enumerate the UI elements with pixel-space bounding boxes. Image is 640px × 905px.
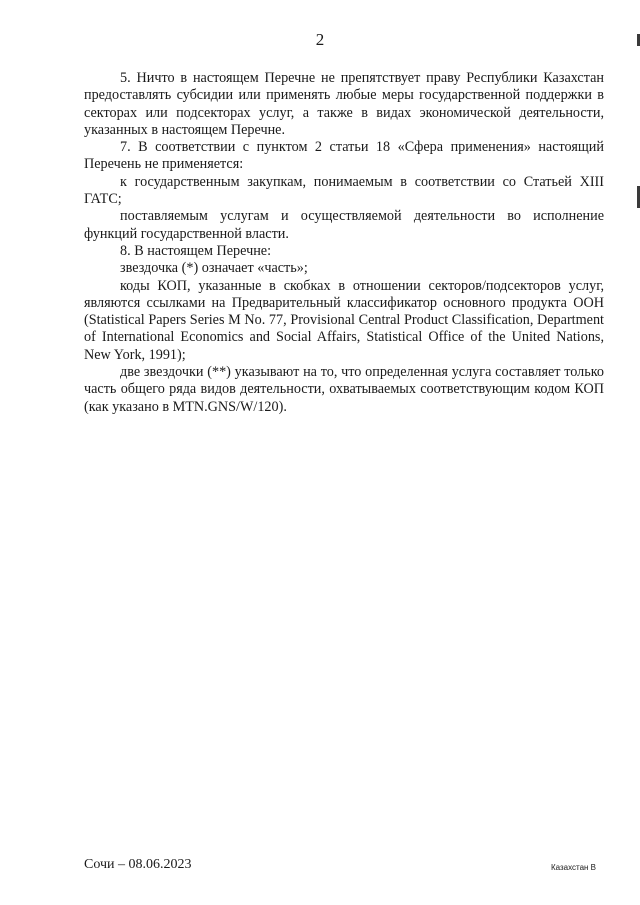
paragraph-7-item-government-authority: поставляемым услугам и осуществляемой деятельности во исполнение функций государственной власти. <box>84 208 604 242</box>
footer-date: Сочи – 08.06.2023 <box>84 857 192 872</box>
paragraph-8-cpc-codes: коды КОП, указанные в скобках в отношении секторов/подсекторов услуг, являются ссылками на Предварительный классификатор основного продукта ООН (Statistical Papers Series M No. 77, Provisional Central Product Classification, Department of International Economics and Social Affairs, Statistical Office of the United Nations, New York, 1991); <box>84 277 604 363</box>
footer-doc-id: Казахстан В <box>550 863 596 872</box>
page-number: 2 <box>315 30 325 49</box>
paragraph-5-subsidies: 5. Ничто в настоящем Перечне не препятствует праву Республики Казахстан предоставлять субсидии или применять любые меры государственной поддержки в секторах или подсекторах услуг, а также в видах экономической деятельности, указанных в настоящем Перечне. <box>84 70 604 138</box>
paragraph-8-asterisk: звездочка (*) означает «часть»; <box>120 260 308 277</box>
paragraph-7-item-procurement: к государственным закупкам, понимаемым в соответствии со Статьей XIII ГАТС; <box>84 173 604 208</box>
paragraph-8-double-asterisk: две звездочки (**) указывают на то, что определенная услуга составляет только часть общего ряда видов деятельности, охватываемых соответствующим кодом КОП (как указано в MTN.GNS/W/120). <box>84 364 604 415</box>
paragraph-8-intro: 8. В настоящем Перечне: <box>120 242 272 259</box>
paragraph-7-scope: 7. В соответствии с пунктом 2 статьи 18 «Сфера применения» настоящий Перечень не применяется: <box>84 139 604 173</box>
document-body <box>84 70 604 416</box>
